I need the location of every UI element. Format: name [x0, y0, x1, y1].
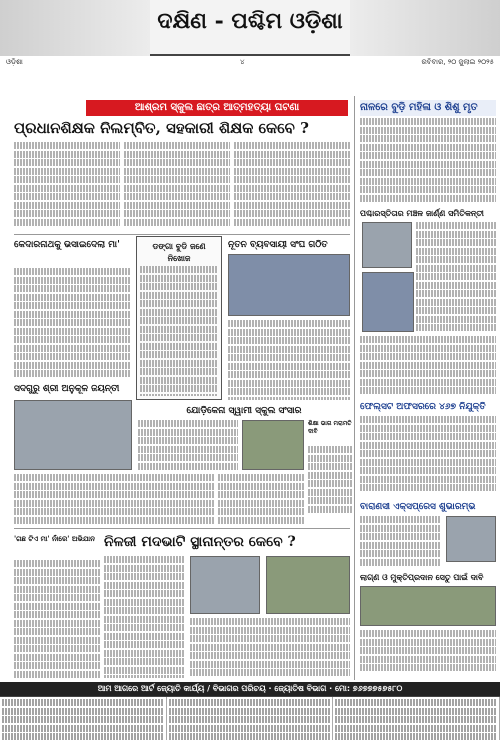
story-r1-headline: ନାଳରେ ବୁଡ଼ି ମହିଳା ଓ ଶିଶୁ ମୃତ — [360, 100, 496, 116]
ad-banner: ଆମ ଆଗରେ ଆର୍ଟ ଜ୍ୟୋତି କାର୍ଯ୍ୟ / ବିଭାଗର ପରିଚୟ · ଜ୍ୟୋତିଷ ବିଭାଗ · ମୋ: ୭୬୭୭୭୫୭୫୮୦ — [0, 682, 500, 696]
ad-cell — [0, 697, 167, 740]
story-s1-text — [14, 268, 130, 378]
story-s2-headline: ଡଙ୍ଗା ବୁଡି ଜଣେ ନିଖୋଜ — [152, 241, 206, 263]
lead-headline: ପ୍ରଧାନଶିକ୍ଷକ ନିଲମ୍ବିତ, ସହକାରୀ ଶିକ୍ଷକ କେବେ ? — [14, 119, 309, 137]
lead-text-col-2 — [124, 142, 230, 230]
story-s5-headline: ଯୋଡ଼ିକେନା ସ୍ୱାମୀ ସ୍କୁଲ ସଂସାର — [186, 406, 302, 416]
story-r4-text — [360, 516, 440, 566]
story-s5-text-2 — [218, 474, 304, 524]
story-r3-headline: ଫେଲ୍ସଟ ଅଫସରରେ ୪୬୭ ନିଯୁକ୍ତି — [360, 402, 486, 412]
story-s8-photo-1 — [190, 556, 260, 614]
story-r4-photo — [446, 516, 496, 562]
ad-cell — [333, 697, 500, 740]
story-r2-text-2 — [360, 336, 496, 396]
section-rule-2 — [14, 528, 350, 529]
story-s3-text — [228, 320, 350, 400]
story-s1-headline: କେଦାରନାଥକୁ ଭସାଇଦେଲା ମା' — [14, 240, 120, 250]
story-s4-photo — [14, 400, 132, 470]
story-s8-text-2 — [190, 618, 350, 678]
masthead — [0, 0, 500, 56]
folio-date: ରବିବାର, ୨୦ ଜୁଲାଇ ୨୦୨୫ — [421, 58, 494, 66]
page-number: ୪ — [240, 58, 245, 66]
section-title: ଦକ୍ଷିଣ - ପଶ୍ଚିମ ଓଡ଼ିଶା — [157, 8, 343, 34]
story-s6-headline: ଶିକ୍ଷା ଭାଗ ମରାମତି ଦାବି — [308, 420, 352, 435]
masthead-art-right — [350, 0, 500, 56]
story-s7-headline: 'ଗଛ ଟିଏ ମା' ନାଁରେ' ଅଭିଯାନ — [14, 534, 95, 543]
lead-text-col-1 — [14, 142, 120, 230]
story-r5-text — [360, 630, 496, 678]
story-s7-text — [14, 560, 100, 678]
story-s3-photo — [228, 254, 350, 316]
story-s8-photo-2 — [266, 556, 350, 614]
story-r2-headline: ପଶ୍ଚାରସ୍ତିତାର ମଞ୍ଚଳ ଜାର୍ଣ୍ଣ ସମିତିକନ୍ତୀ — [360, 208, 484, 218]
story-s2-text — [140, 266, 218, 396]
ad-grid — [0, 696, 500, 740]
story-r3-text — [360, 416, 496, 496]
lead-text-col-3 — [234, 142, 350, 230]
ad-cell — [167, 697, 334, 740]
story-s8-headline: ନିଳଜୀ ମଦଭାଟି ସ୍ଥାନାନ୍ତର କେବେ ? — [104, 534, 296, 550]
story-s5-photo — [242, 420, 304, 470]
story-s4-text — [14, 474, 214, 524]
story-s3-headline: ନୂତନ ବ୍ୟବସାୟୀ ସଂଘ ଗଠିତ — [228, 240, 328, 250]
column-rule — [354, 96, 355, 680]
story-s5-text — [138, 420, 238, 470]
story-r5-headline: ଲାଗ୍ଣ ଓ ମୁକ୍ତିପ୍ରଦାନ ସେତୁ ପାଇଁ ଦାବି — [360, 572, 484, 582]
story-r4-headline: ବାରାଣସୀ ଏକ୍ସପ୍ରେସ ଶୁଭାରମ୍ଭ — [360, 502, 476, 512]
story-r5-photo — [360, 586, 496, 626]
story-r2-photo — [362, 222, 412, 268]
story-s8-text-1 — [104, 556, 184, 678]
section-rule — [14, 234, 350, 235]
folio-left: ଓଡ଼ିଶା — [6, 58, 23, 66]
story-s4-headline: ସଦଗୁରୁ ଶ୍ରୀ ଅନୁକୂଳ ଜୟନ୍ତୀ — [14, 384, 120, 394]
story-s6-text — [308, 446, 352, 516]
lead-kicker: ଆଶ୍ରମ ସ୍କୁଲ ଛାତ୍ର ଆତ୍ମହତ୍ୟା ଘଟଣା — [86, 100, 348, 116]
story-r2-text — [416, 222, 496, 332]
story-r1-text — [360, 118, 496, 202]
story-r2-photo-group — [362, 272, 414, 332]
masthead-art-left — [0, 0, 150, 56]
